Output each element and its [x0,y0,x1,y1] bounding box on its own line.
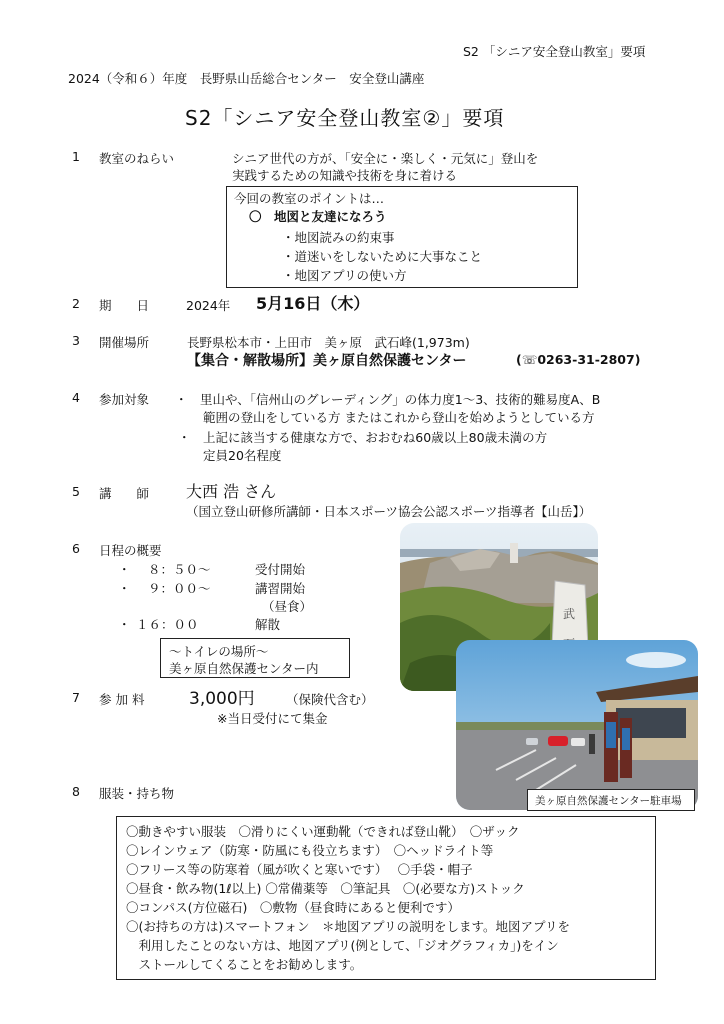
fee-amount: 3,000円 [189,689,255,709]
instructor-name: 大西 浩 さん [186,482,277,501]
target-line-3: ・ 上記に該当する健康な方で、おおむね60歳以上80歳未満の方 [178,430,548,445]
target-line-1: ・ 里山や、「信州山のグレーディング」の体力度1～3、技術的難易度A、B [175,392,601,407]
section-6-number: 6 [72,541,80,556]
target-line-2: 範囲の登山をしている方 またはこれから登山を始めようとしている方 [203,410,595,425]
section-5-label: 講 師 [99,486,150,501]
schedule-desc: 受付開始 [255,562,306,577]
section-2-label: 期 日 [99,298,150,313]
points-main: 〇 地図と友達になろう [249,209,387,224]
svg-text:武: 武 [563,607,576,621]
schedule-desc: 講習開始 [255,581,306,596]
fee-insurance: （保険代含む） [286,692,374,707]
points-item: ・地図アプリの使い方 [282,268,407,283]
section-4-label: 参加対象 [99,392,150,407]
date-day: 5月16日（木） [256,294,370,313]
schedule-lunch: （昼食） [262,599,313,614]
section-1-number: 1 [72,149,80,164]
gear-line: 〇コンパス(方位磁石) 〇敷物（昼食時にあると便利です） [126,900,460,915]
schedule-desc: 解散 [255,617,281,632]
schedule-bullet: ・ [118,617,131,632]
section-3-label: 開催場所 [99,335,150,350]
points-intro: 今回の教室のポイントは… [234,191,385,206]
gear-line: 利用したことのない方は、地図アプリ(例として、「ジオグラフィカ」)をイン [126,938,559,953]
meeting-place: 【集合・解散場所】美ヶ原自然保護センター [187,353,467,369]
aim-line-1: シニア世代の方が、「安全に・楽しく・元気に」登山を [232,151,539,166]
doc-code: S2 「シニア安全登山教室」要項 [463,44,646,59]
gear-line: 〇動きやすい服装 〇滑りにくい運動靴（できれば登山靴） 〇ザック [126,824,520,839]
gear-line: 〇(お持ちの方は)スマートフォン ＊地図アプリの説明をします。地図アプリを [126,919,571,934]
section-7-number: 7 [72,690,80,705]
points-item: ・道迷いをしないために大事なこと [282,249,483,264]
page-title: S2「シニア安全登山教室②」要項 [185,106,505,130]
points-box [226,186,578,288]
gear-box [116,816,656,980]
schedule-time: ９：００～ [148,581,211,596]
section-3-number: 3 [72,333,80,348]
gear-line: 〇レインウェア（防寒・防風にも役立ちます） 〇ヘッドライト等 [126,843,494,858]
subheading: 2024（令和６）年度 長野県山岳総合センター 安全登山講座 [68,71,425,86]
toilet-box [160,638,350,678]
date-year: 2024年 [186,298,231,313]
toilet-title: ～トイレの場所～ [169,644,269,659]
gear-line: 〇フリース等の防寒着（風が吹くと寒いです） 〇手袋・帽子 [126,862,473,877]
section-4-number: 4 [72,390,80,405]
toilet-place: 美ヶ原自然保護センター内 [169,661,319,676]
section-8-number: 8 [72,784,80,799]
venue-phone: (☏0263-31-2807) [516,352,641,367]
section-8-label: 服装・持ち物 [99,786,175,801]
gear-line: 〇昼食・飲み物(1ℓ以上) 〇常備薬等 〇筆記具 〇(必要な方)ストック [126,881,525,896]
instructor-credentials: （国立登山研修所講師・日本スポーツ協会公認スポーツ指導者【山岳】） [186,504,592,519]
schedule-time: ８：５０～ [148,562,211,577]
points-item: ・地図読みの約束事 [282,230,395,245]
gear-line: ストールしてくることをお勧めします。 [126,957,363,972]
photo-caption-text: 美ヶ原自然保護センター駐車場 [535,795,682,807]
photo-caption [527,789,695,811]
section-1-label: 教室のねらい [99,151,175,166]
section-2-number: 2 [72,296,80,311]
schedule-time: １６：００ [136,617,199,632]
schedule-bullet: ・ [118,581,131,596]
schedule-bullet: ・ [118,562,131,577]
parking-photo [456,640,698,810]
aim-line-2: 実践するための知識や技術を身に着ける [232,168,458,183]
section-6-label: 日程の概要 [99,543,162,558]
venue-place: 長野県松本市・上田市 美ヶ原 武石峰(1,973m) [187,335,470,350]
section-7-label: 参 加 料 [99,692,145,707]
section-5-number: 5 [72,484,80,499]
fee-note: ※当日受付にて集金 [217,711,328,726]
target-capacity: 定員20名程度 [203,448,282,463]
